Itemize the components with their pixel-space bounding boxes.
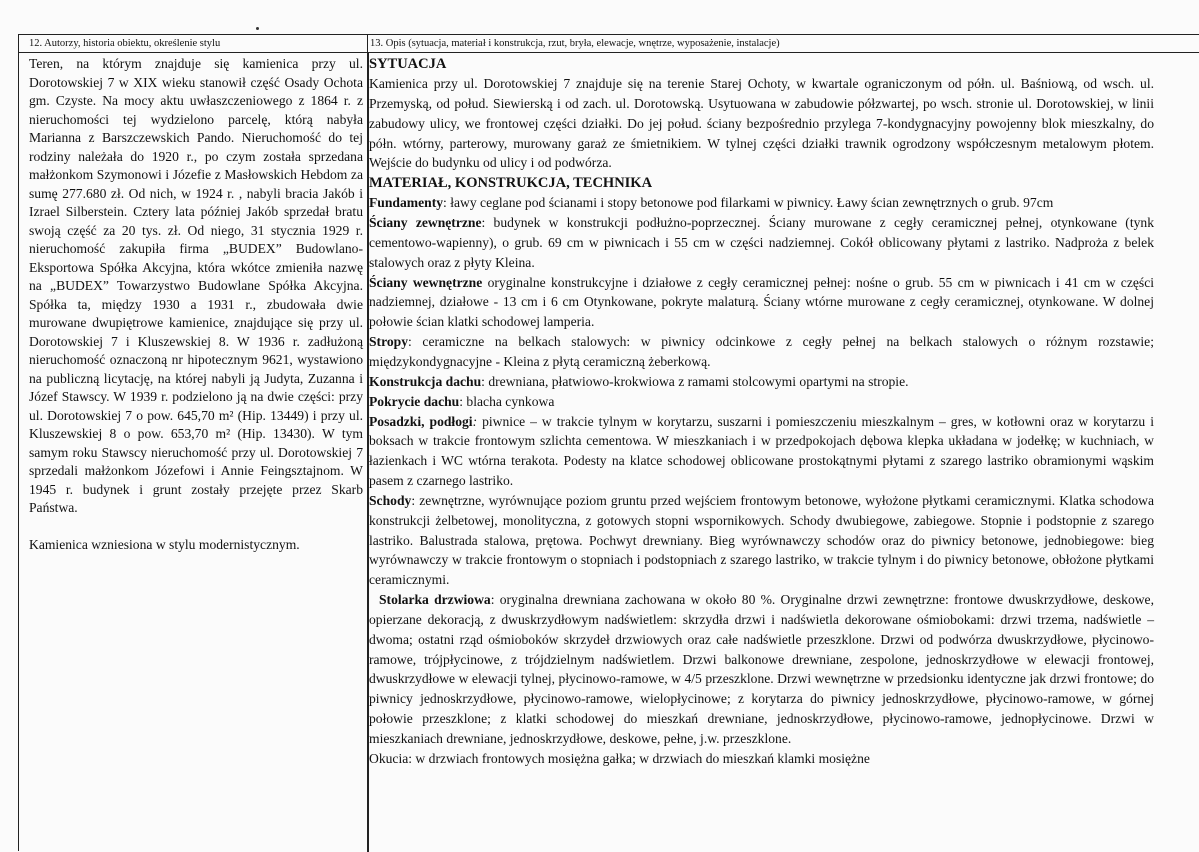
sciany-zewnetrzne-label: Ściany zewnętrzne [369,215,482,231]
sciany-wewnetrzne-paragraph [369,273,1154,333]
situation-heading: SYTUACJA [369,56,447,72]
situation-text: Kamienica przy ul. Dorotowskiej 7 znajduje się na terenie Starej Ochoty, w kwartale ograniczonym od półn. ul. Baśniową, od wsch. ul. Przemyską, od połud. Siewierską i od zach. ul. Dorotowską. Usytuowana w zabudowie półzwartej, po wsch. stronie ul. Dorotowskiej, w linii zabudowy ulicy, we frontowej części działki. Do jej połud. ściany bezpośrednio przylega 7-kondygnacyjny powojenny blok mieszkalny, do półn. wtórny, parterowy, murowany garaż ze śmietnikiem. W tylnej części działki trawnik ogrodzony współczesnym metalowym płotem. Wejście do budynku od ulicy i od podwórza. [369,76,1154,171]
history-column [29,55,363,554]
pokrycie-label: Pokrycie dachu [369,393,460,409]
stropy-label: Stropy [369,334,409,350]
dach-text: : drewniana, płatwiowo-krokwiowa z ramami stolcowymi opartymi na stropie. [481,373,909,389]
sciany-wewnetrzne-label: Ściany wewnętrzne [369,274,483,290]
sciany-zewnetrzne-paragraph [369,213,1154,273]
scan-speck [256,27,259,30]
schody-text: : zewnętrzne, wyrównujące poziom gruntu przed wejściem frontowym betonowe, wyłożone płytkami ceramicznymi. Klatka schodowa konstrukcji żelbetowej, monolityczna, z gotowych stopni wspornikowych. Schody dwubiegowe, zabiegowe. Stopnie i podstopnie z szarego lastriko. Balustrada stalowa, prętowa. Pochwyt drewniany. Bieg wyrównawczy schodów oraz do piwnicy betonowe, jednobiegowe: bieg wyrównawczy w trakcie frontowym o stopniach i podstopniach z szarego lastriko, w trakcie tylnym i do piwnicy betonowe, obłożone płytkami ceramicznymi. [369,492,1154,588]
dach-paragraph [369,372,1154,392]
pokrycie-paragraph [369,392,1154,412]
form-sheet [18,34,1199,851]
schody-paragraph [369,491,1154,590]
stolarka-text: : oryginalna drewniana zachowana w około 80 %. Oryginalne drzwi zewnętrzne: frontowe dwuskrzydłowe, deskowe, opierzane dekoracją, z dwuskrzydłowym nadświetlem: skrzydła drzwi i nadświetla dekorowane ośmiobokami: drzwi trzema, nadświetle – dwoma; ostatni rząd ośmioboków skrzydeł drzwiowych oraz całe nadświetle przeszklone. Drzwi od podwórza dwuskrzydłowe, płycinowo-ramowe, trójpłycinowe, z trójdzielnym nadświetlem. Drzwi balkonowe drewniane, zespolone, jednoskrzydłowe w elewacji frontowej, dwuskrzydłowe w elewacji tylnej, płycinowo-ramowe, w 4/5 przeszklone. Drzwi wewnętrzne w przedsionku identyczne jak drzwi frontowe; do piwnicy jednoskrzydłowe, płycinowo-ramowe, wielopłycinowe; z korytarza do piwnicy jednoskrzydłowe, płycinowo-ramowe, w górnej połowie przeszklone; z klatki schodowej do mieszkań drewniane, jednoskrzydłowe, płycinowo-ramowe, jednopłycinowe. Drzwi w mieszkaniach drewniane, jednoskrzydłowe, deskowe, pełne, j.w. przeszklone. [369,592,1154,746]
okucia-paragraph: Okucia: w drzwiach frontowych mosiężna gałka; w drzwiach do mieszkań klamki mosiężne [369,750,870,766]
fundamenty-label: Fundamenty [369,195,444,211]
posadzki-paragraph [369,412,1154,491]
schody-label: Schody [369,492,412,508]
stolarka-paragraph [369,590,1154,749]
history-paragraph: Teren, na którym znajduje się kamienica przy ul. Dorotowskiej 7 w XIX wieku stanowił część Osady Ochota gm. Czyste. Na mocy aktu uwłaszczeniowego z 1864 r. z nieruchomości tej wydzielono parcelę, którą nabyła Marianna z Barszczewskich Pando. Nieruchomość do tej rodziny należała do 1920 r., po czym została sprzedana małżonkom Szymonowi i Józefie z Masłowskich Hebdom za sumę 277.680 zł. Od nich, w 1924 r. , nabyli bracia Jakób i Izrael Silberstein. Cztery lata później Jakób sprzedał bratu swoją część za 20 tys. zł. Od niego, 31 stycznia 1929 r. nieruchomość zakupiła firma „BUDEX” Budowlano-Eksportowa Spółka Akcyjna, która wkótce zmieniła nazwę na „BUDEX” Towarzystwo Budowlane Spółka Akcyjna. Spółka ta, między 1930 a 1931 r., zbudowała dwie murowane dwupiętrowe kamienice, znajdujące się przy ul. Dorotowskiej 7 i Kluszewskiej 8. W 1936 r. zadłużoną nieruchomość oznaczoną nr hipotecznym 9621, wystawiono na publiczną licytację, na której nabyli ją Judyta, Zuzanna i Józef Stawscy. W 1939 r. podzielono ją na dwie części: przy ul. Dorotowskiej 7 o pow. 645,70 m² (Hip. 13449) i przy ul. Kluszewskiej 8 o pow. 653,70 m² (Hip. 13430). W tym samym roku Stawscy nieruchomość przy ul. Dorotowskiej 7 sprzedali małżonkom Józefowi i Annie Feingsztajnom. W 1945 r. budynek i grunt zostały przejęte przez Skarb Państwa. [29,56,363,515]
posadzki-colon: : [472,413,478,429]
sciany-wewnetrzne-text: oryginalne konstrukcyjne i działowe z cegły ceramicznej pełnej: nośne o grub. 55 cm w piwnicach i 41 cm w części nadziemnej, działowe - 13 cm i 6 cm Otynkowane, pokryte malaturą. Ściany wtórne murowane z cegły ceramicznej, otynkowane. W dolnej połowie ścian klatki schodowej lamperia. [369,274,1155,330]
style-paragraph: Kamienica wzniesiona w stylu modernistycznym. [29,536,300,552]
pokrycie-text: : blacha cynkowa [459,393,555,409]
fundamenty-paragraph [369,193,1154,213]
posadzki-text: piwnice – w trakcie tylnym w korytarzu, suszarni i pomieszczeniu mieszkalnym – gres, w kotłowni oraz w korytarzu i boksach w trakcie frontowym szlichta cementowa. W mieszkaniach i w przedpokojach dębowa klepka układana w jodełkę; w kuchniach, w łazienkach i WC wtórna terakota. Podesty na klatce schodowej oblicowane prostokątnymi płytami z szarego lastriko obramionymi wąskim pasem z czarnego lastriko. [369,413,1154,489]
stolarka-label: Stolarka drzwiowa [379,592,491,608]
stropy-text: : ceramiczne na belkach stalowych: w piwnicy odcinkowe z cegły pełnej na belkach stalowych o różnym rozstawie; międzykondygnacyjne - Kleina z płytą ceramiczną żeberkową. [369,334,1154,369]
posadzki-label: Posadzki, podłogi [369,413,473,429]
section-12-header: 12. Autorzy, historia obiektu, określenie stylu [19,35,367,53]
description-column [369,54,1154,769]
material-heading: MATERIAŁ, KONSTRUKCJA, TECHNIKA [369,175,653,192]
dach-label: Konstrukcja dachu [369,373,482,389]
sciany-zewnetrzne-text: : budynek w konstrukcji podłużno-poprzecznej. Ściany murowane z cegły ceramicznej pełnej, otynkowane (tynk cementowo-wapienny), o grub. 69 cm w piwnicach i 55 cm w części nadziemnej. Cokół oblicowany płytami z lastriko. Nadproża z belek stalowych oraz z płyty Kleina. [369,215,1154,270]
fundamenty-text: : ławy ceglane pod ścianami i stopy betonowe pod filarkami w piwnicy. Ławy ścian zewnętrznych o grub. 97cm [443,195,1054,211]
section-13-header: 13. Opis (sytuacja, materiał i konstrukcja, rzut, bryła, elewacje, wnętrze, wyposażenie, instalacje) [367,35,1199,53]
stropy-paragraph [369,332,1154,372]
